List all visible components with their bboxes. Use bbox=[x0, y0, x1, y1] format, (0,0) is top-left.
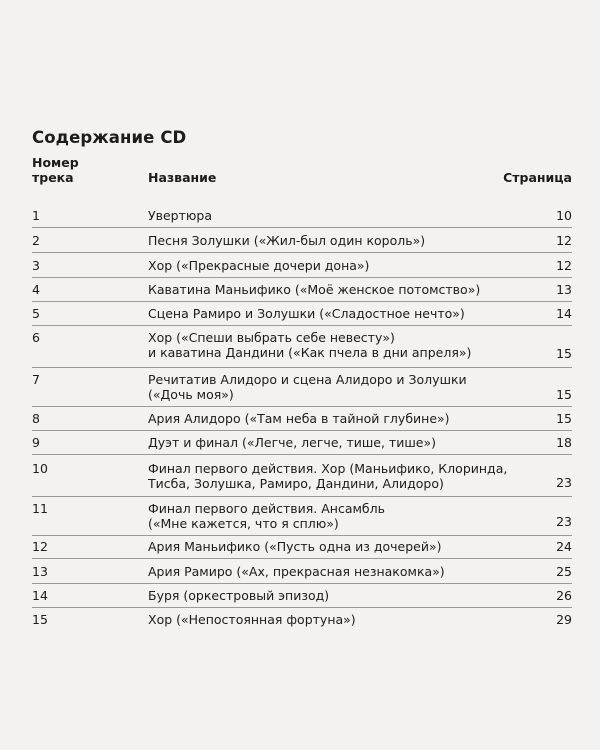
track-page: 26 bbox=[556, 588, 572, 603]
track-number: 2 bbox=[32, 233, 40, 248]
row-divider bbox=[32, 583, 572, 584]
track-page: 24 bbox=[556, 539, 572, 554]
row-divider bbox=[32, 430, 572, 431]
track-page: 14 bbox=[556, 306, 572, 321]
row-divider bbox=[32, 227, 572, 228]
track-title: Песня Золушки («Жил-был один король») bbox=[148, 233, 426, 248]
row-divider bbox=[32, 535, 572, 536]
page-header: Страница bbox=[503, 170, 572, 185]
track-page: 12 bbox=[556, 258, 572, 273]
row-divider bbox=[32, 325, 572, 326]
track-number: 13 bbox=[32, 564, 48, 579]
track-number: 11 bbox=[32, 501, 48, 516]
track-title: Речитатив Алидоро и сцена Алидоро и Золушки («Дочь моя») bbox=[148, 372, 467, 402]
title-header: Название bbox=[148, 170, 217, 185]
track-number: 12 bbox=[32, 539, 48, 554]
row-divider bbox=[32, 607, 572, 608]
track-page: 15 bbox=[556, 346, 572, 361]
track-title: Ария Алидоро («Там неба в тайной глубине») bbox=[148, 411, 450, 426]
row-divider bbox=[32, 558, 572, 559]
track-page: 15 bbox=[556, 411, 572, 426]
row-divider bbox=[32, 406, 572, 407]
track-page: 25 bbox=[556, 564, 572, 579]
track-title: Финал первого действия. Ансамбль («Мне кажется, что я сплю») bbox=[148, 501, 385, 531]
row-divider bbox=[32, 367, 572, 368]
track-number: 1 bbox=[32, 208, 40, 223]
track-title: Хор («Спеши выбрать себе невесту») и каватина Дандини («Как пчела в дни апреля») bbox=[148, 330, 472, 360]
track-page: 13 bbox=[556, 282, 572, 297]
track-number: 14 bbox=[32, 588, 48, 603]
row-divider bbox=[32, 277, 572, 278]
track-title: Каватина Маньифико («Моё женское потомство») bbox=[148, 282, 481, 297]
track-page: 23 bbox=[556, 514, 572, 529]
track-page: 18 bbox=[556, 435, 572, 450]
track-title: Сцена Рамиро и Золушки («Сладостное нечто») bbox=[148, 306, 465, 321]
track-title: Ария Маньифико («Пусть одна из дочерей») bbox=[148, 539, 442, 554]
page-title: Содержание CD bbox=[32, 128, 187, 147]
track-number: 5 bbox=[32, 306, 40, 321]
track-number: 7 bbox=[32, 372, 40, 387]
track-number: 6 bbox=[32, 330, 40, 345]
track-page: 10 bbox=[556, 208, 572, 223]
track-title: Дуэт и финал («Легче, легче, тише, тише») bbox=[148, 435, 436, 450]
track-number: 3 bbox=[32, 258, 40, 273]
track-page: 15 bbox=[556, 387, 572, 402]
track-page: 23 bbox=[556, 475, 572, 490]
row-divider bbox=[32, 301, 572, 302]
row-divider bbox=[32, 454, 572, 455]
track-page: 12 bbox=[556, 233, 572, 248]
row-divider bbox=[32, 252, 572, 253]
track-title: Финал первого действия. Хор (Маньифико, Клоринда, Тисба, Золушка, Рамиро, Дандини, Алидоро) bbox=[148, 461, 508, 491]
track-page: 29 bbox=[556, 612, 572, 627]
row-divider bbox=[32, 496, 572, 497]
track-number: 8 bbox=[32, 411, 40, 426]
track-number: 10 bbox=[32, 461, 48, 476]
track-number-header bbox=[32, 155, 92, 185]
track-title: Ария Рамиро («Ах, прекрасная незнакомка») bbox=[148, 564, 445, 579]
track-number: 4 bbox=[32, 282, 40, 297]
track-number-header-text: Номер трека bbox=[32, 155, 79, 185]
track-title: Увертюра bbox=[148, 208, 213, 223]
track-title: Буря (оркестровый эпизод) bbox=[148, 588, 330, 603]
track-number: 15 bbox=[32, 612, 48, 627]
track-number: 9 bbox=[32, 435, 40, 450]
track-title: Хор («Прекрасные дочери дона») bbox=[148, 258, 370, 273]
track-title: Хор («Непостоянная фортуна») bbox=[148, 612, 356, 627]
